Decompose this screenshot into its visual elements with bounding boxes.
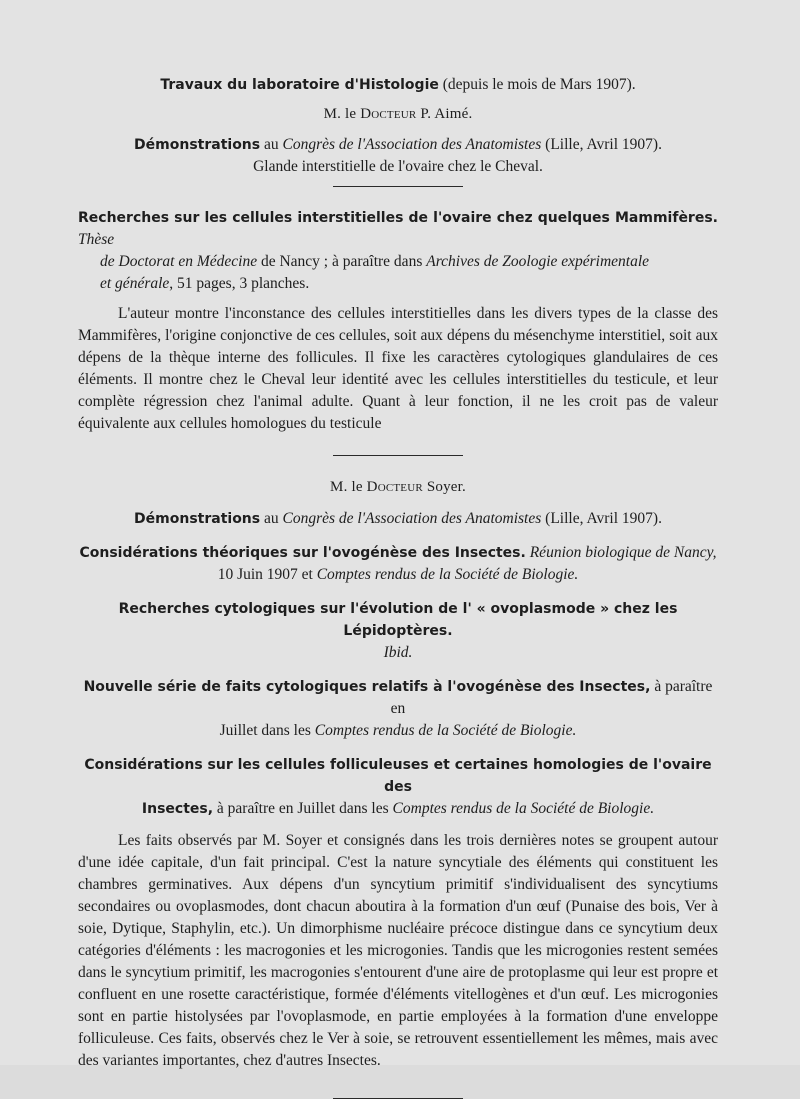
author-prefix: M. le — [330, 479, 367, 495]
entry-nouvelle-serie-line1 — [78, 676, 718, 720]
thesis-journal: Archives de Zoologie expérimentale — [426, 253, 650, 270]
demo-mid: au — [260, 510, 283, 527]
author-prefix: M. le — [323, 106, 361, 122]
demo-italic: Congrès de l'Association des Anatomistes — [282, 136, 542, 153]
demo-aime — [78, 134, 718, 156]
author-name: Soyer. — [422, 479, 466, 495]
demo-bold: Démonstrations — [134, 511, 261, 527]
thesis-type: Thèse — [78, 231, 115, 248]
thesis-degree: de Doctorat en Médecine — [100, 253, 258, 270]
entry-ibid: Ibid. — [383, 644, 413, 661]
author-soyer — [78, 476, 718, 498]
thesis-line3 — [78, 273, 718, 295]
thesis-title: Recherches sur les cellules interstitielles de l'ovaire chez quelques Mammifères. — [78, 210, 718, 226]
thesis-mid: de Nancy ; à paraître dans — [257, 253, 427, 270]
thesis-journal-cont: et générale — [100, 275, 170, 292]
entry-nouvelle-serie-line2 — [78, 720, 718, 742]
entry-when: Juillet dans les — [219, 722, 315, 739]
author-title: Docteur — [366, 479, 423, 495]
lab-heading — [78, 74, 718, 96]
entry-date: 10 Juin 1907 et — [217, 566, 317, 583]
entry-ovoplasmode-line2 — [78, 642, 718, 664]
entry-ovoplasmode — [78, 598, 718, 664]
entry-rest: à paraître en — [390, 678, 713, 717]
entry-rest: à paraître en Juillet dans les — [213, 800, 393, 817]
entry-title-cont: Insectes, — [141, 801, 214, 817]
entry-journal: Comptes rendus de la Société de Biologie. — [314, 722, 577, 739]
demo-italic: Congrès de l'Association des Anatomistes — [282, 510, 542, 527]
entry-folliculeuses-line2 — [78, 798, 718, 820]
thesis-summary: L'auteur montre l'inconstance des cellules interstitielles dans les divers types de la classe des Mammifères, l'origine conjonctive de ces cellules, soit aux dépens du mésenchyme interstitiel, soit aux dépens de la thèque interne des follicules. Il fixe les caractères cytologiques glandulaires de ces éléments. Il montre chez le Cheval leur identité avec les cellules interstitielles du testicule, et leur complète régression chez l'animal adulte. Quant à leur fonction, il ne les croit pas de valeur équivalente aux cellules homologues du testicule — [78, 305, 718, 432]
entry-title: Considérations théoriques sur l'ovogénèse des Insectes. — [79, 545, 526, 561]
entry-ovogenese-line1 — [78, 542, 718, 564]
demo-rest: (Lille, Avril 1907). — [541, 510, 662, 527]
entry-venue: Réunion biologique de Nancy, — [525, 544, 717, 561]
document-content — [78, 70, 718, 1099]
thesis-line2 — [78, 251, 718, 273]
entry-folliculeuses-line1 — [78, 754, 718, 798]
soyer-summary: Les faits observés par M. Soyer et consignés dans les trois dernières notes se groupent autour d'une idée capitale, d'un fait principal. C'est la nature syncytiale des éléments qui constituent les chambres germinatives. Aux dépens d'un syncytium primitif s'individualisent des syncytiums secondaires ou ovoplasmodes, dont chacun aboutira à la formation d'un œuf (Punaise des bois, Ver à soie, Dytique, Staphylin, etc.). Un dimorphisme nucléaire précoce distingue dans ce syncytium deux catégories d'éléments : les macrogonies et les microgonies. Tandis que les microgonies restent semées dans le syncytium primitif, les macrogonies s'entourent d'une aire de protoplasme qui leur est propre et confluent en une rosette caractéristique, formée d'éléments vitellogènes et d'un œuf. Les microgonies sont en partie histolysées par l'ovoplasmode, en partie employées à la formation d'une enveloppe folliculeuse. Ces faits, observés chez le Ver à soie, se retrouvent essentiellement les mêmes, mais avec des variantes importantes, chez d'autres Insectes. — [78, 832, 718, 1069]
divider-1 — [333, 186, 463, 187]
entry-ovoplasmode-line1 — [78, 598, 718, 642]
entry-title: Considérations sur les cellules folliculeuses et certaines homologies de l'ovaire des — [84, 757, 712, 795]
entry-journal: Comptes rendus de la Société de Biologie. — [316, 566, 579, 583]
entry-ovogenese — [78, 542, 718, 586]
demo-aime-line2: Glande interstitielle de l'ovaire chez le Cheval. — [253, 158, 543, 175]
thesis-pages: , 51 pages, 3 planches. — [169, 275, 310, 292]
entry-journal: Comptes rendus de la Société de Biologie. — [392, 800, 655, 817]
author-aime — [78, 103, 718, 125]
entry-ovogenese-line2 — [78, 564, 718, 586]
entry-folliculeuses — [78, 754, 718, 820]
demo-soyer — [78, 508, 718, 530]
author-name: P. Aimé. — [416, 106, 473, 122]
entry-nouvelle-serie — [78, 676, 718, 742]
author-title: Docteur — [360, 106, 417, 122]
demo-mid: au — [260, 136, 283, 153]
demo-bold: Démonstrations — [134, 137, 261, 153]
entry-title: Recherches cytologiques sur l'évolution de l' « ovoplasmode » chez les Lépidoptères. — [118, 601, 678, 639]
lab-heading-rest: (depuis le mois de Mars 1907). — [438, 76, 636, 93]
divider-2 — [333, 455, 463, 456]
entry-title: Nouvelle série de faits cytologiques relatifs à l'ovogénèse des Insectes, — [83, 679, 651, 695]
lab-heading-bold: Travaux du laboratoire d'Histologie — [160, 77, 439, 93]
thesis-entry — [78, 207, 718, 295]
demo-rest: (Lille, Avril 1907). — [541, 136, 662, 153]
